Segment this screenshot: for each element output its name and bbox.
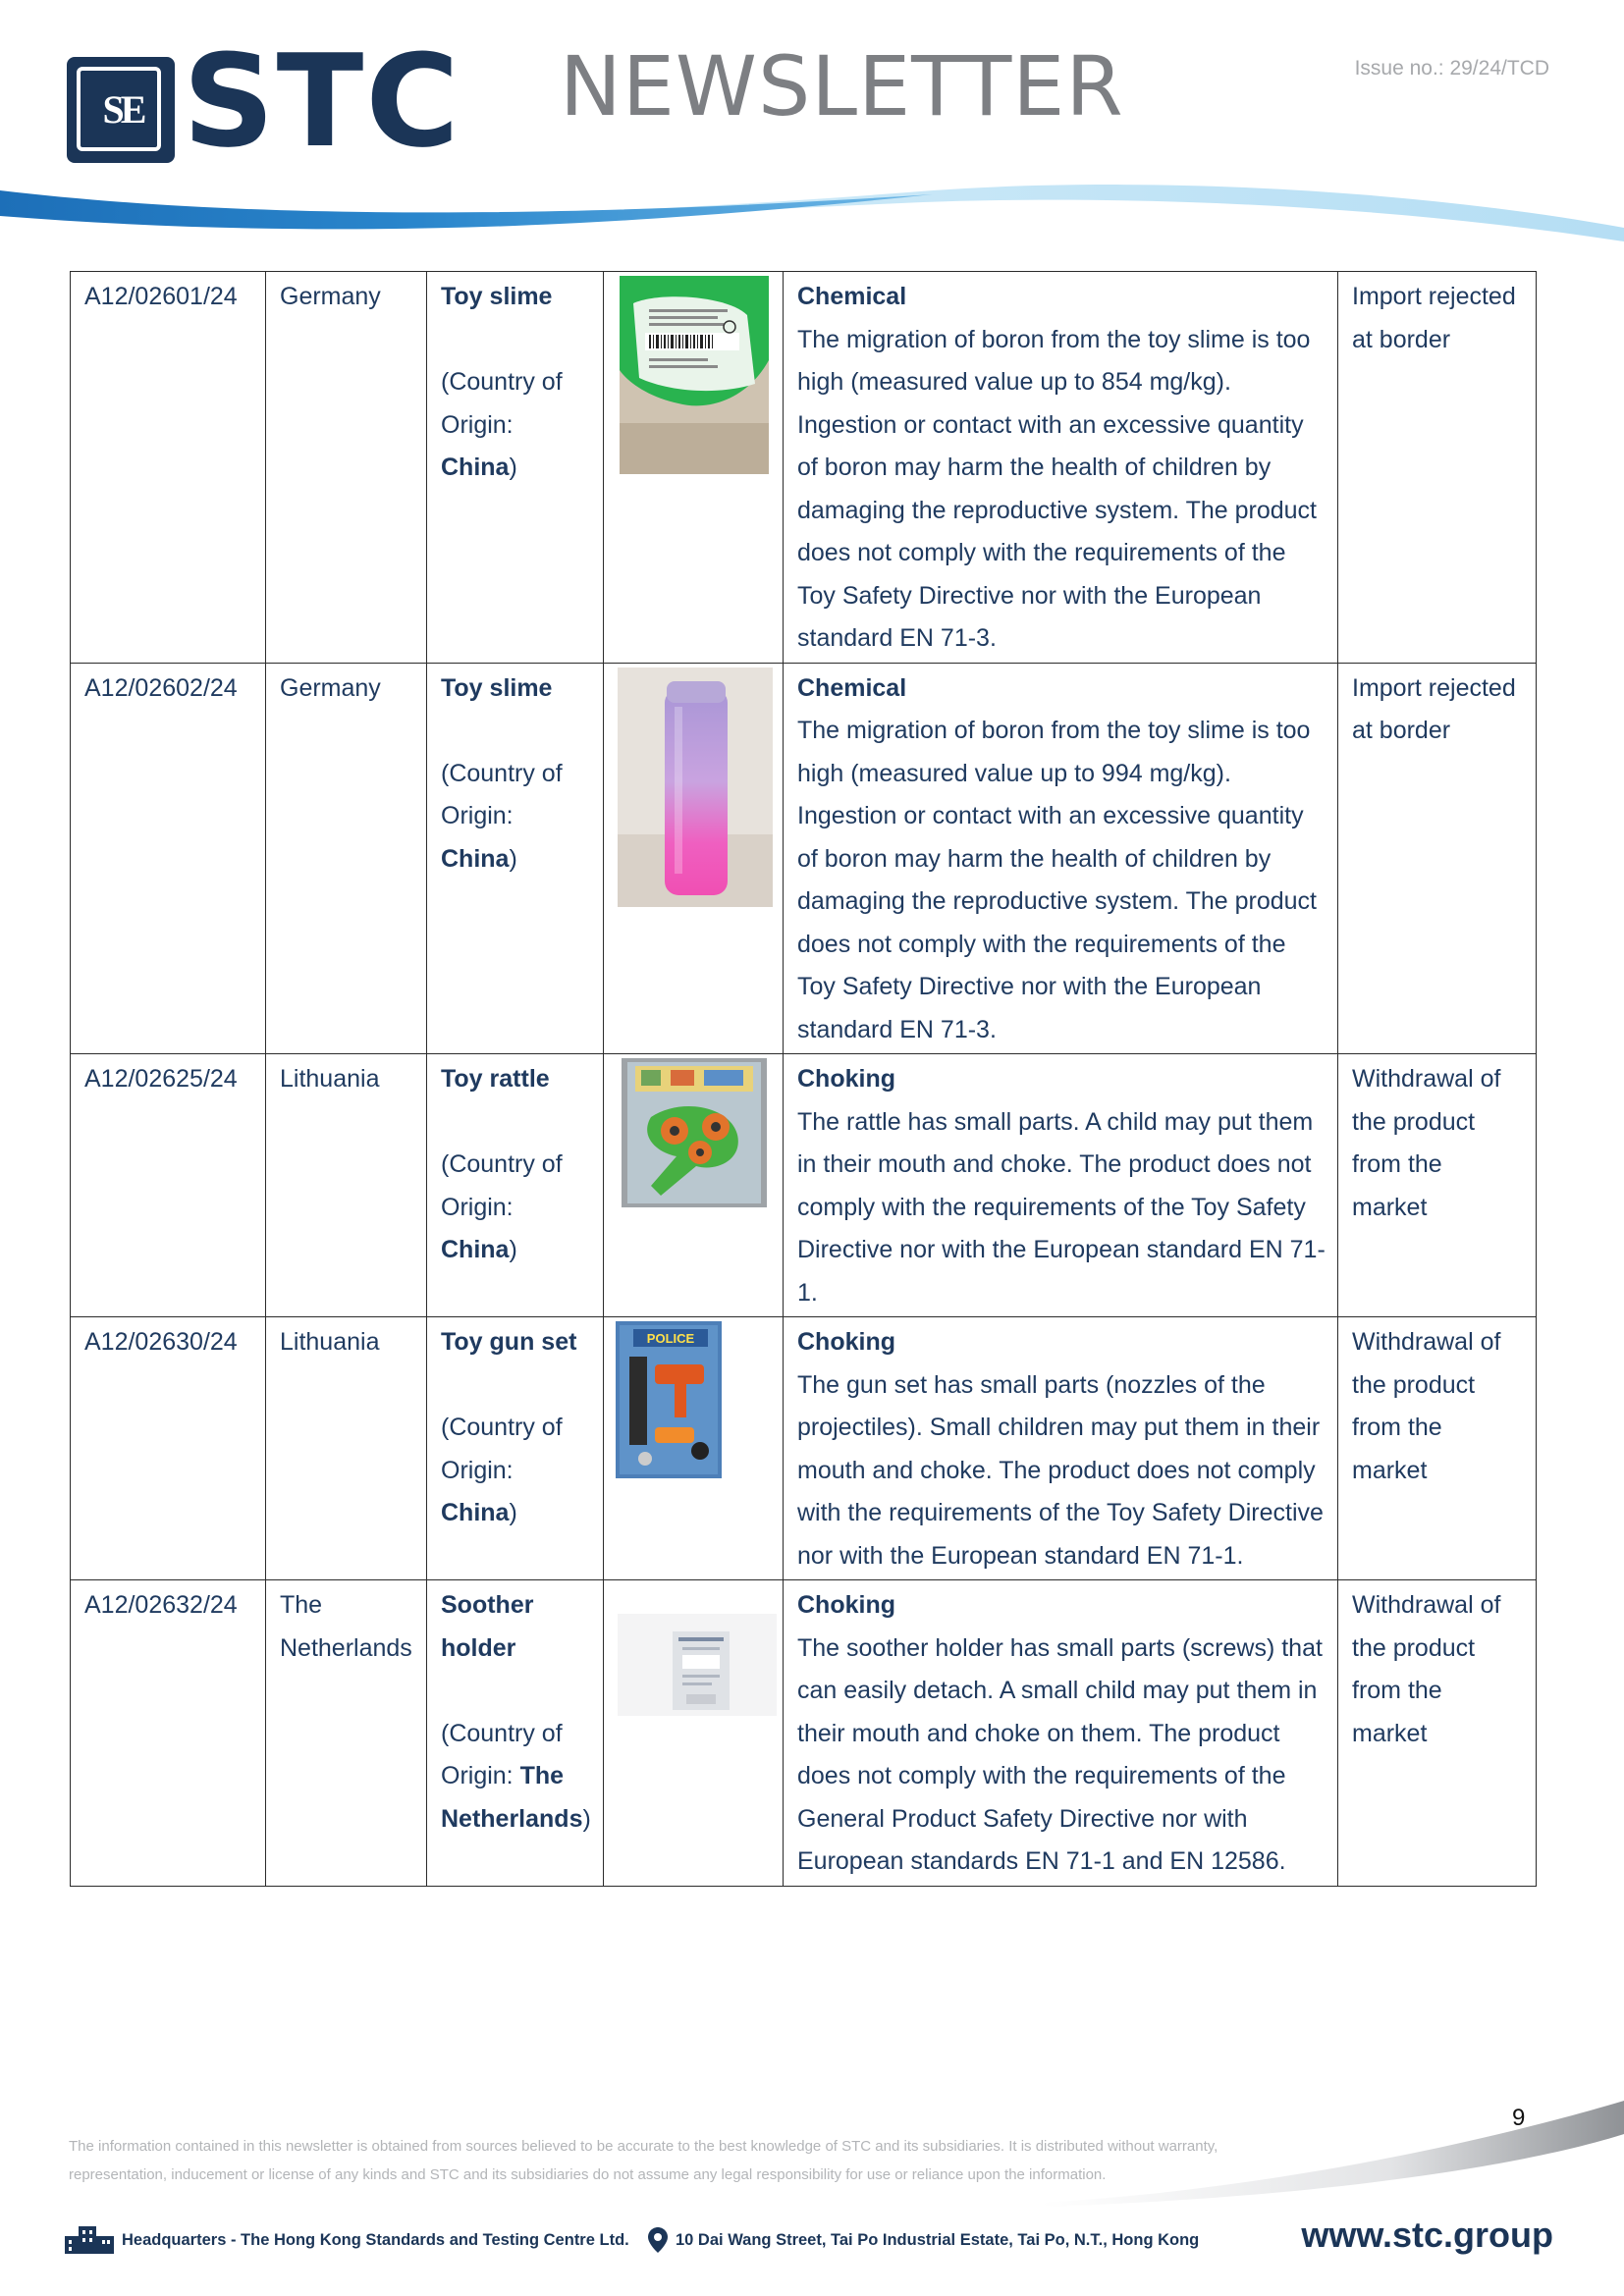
product-image-cell <box>604 1054 784 1317</box>
product-name: Soother holder <box>441 1591 534 1662</box>
notifying-country-cell: Lithuania <box>266 1054 427 1317</box>
issue-number: Issue no.: 29/24/TCD <box>1354 57 1549 80</box>
headquarters-text: Headquarters - The Hong Kong Standards and Testing Centre Ltd. <box>122 2230 629 2249</box>
product-name: Toy gun set <box>441 1328 577 1356</box>
disclaimer-text: The information contained in this newsletter is obtained from sources believed to be accurate to the best knowledge of STC and its subsidiaries. It is distributed without warranty, representation, inducement or license of any kinds and STC and its subsidiaries do not assume any legal responsibility for use or reliance upon the information. <box>69 2138 1218 2183</box>
reference-cell: A12/02602/24 <box>71 663 266 1054</box>
origin-suffix: ) <box>509 844 517 873</box>
risk-type: Chemical <box>797 673 907 702</box>
risk-type: Choking <box>797 1328 895 1356</box>
reference-cell: A12/02630/24 <box>71 1317 266 1580</box>
origin-country: The Netherlands <box>441 1762 583 1833</box>
recall-table <box>70 271 1537 1887</box>
product-cell <box>427 1580 604 1887</box>
origin-suffix: ) <box>509 454 517 481</box>
notifying-country-cell: Germany <box>266 663 427 1054</box>
product-name: Toy slime <box>441 283 553 310</box>
product-cell <box>427 663 604 1054</box>
table-row <box>71 1317 1537 1580</box>
measure-cell: Withdrawal of the product from the market <box>1338 1317 1537 1580</box>
package-label: POLICE <box>646 1331 695 1346</box>
reference-cell: A12/02632/24 <box>71 1580 266 1887</box>
headquarters-line <box>65 2220 629 2260</box>
reference-cell: A12/02625/24 <box>71 1054 266 1317</box>
measure-cell: Import rejected at border <box>1338 272 1537 664</box>
logo-mark-text: SE <box>102 87 143 132</box>
origin-suffix: ) <box>509 1499 517 1526</box>
location-pin-icon <box>648 2227 668 2253</box>
address-line <box>648 2220 1199 2260</box>
product-name: Toy slime <box>441 673 553 702</box>
product-cell <box>427 1317 604 1580</box>
origin-suffix: ) <box>582 1804 591 1833</box>
product-image-cell <box>604 663 784 1054</box>
origin-label: Origin: <box>441 1456 514 1484</box>
origin-prefix: (Country of <box>441 1719 563 1747</box>
stc-logo-text: STC <box>183 27 461 176</box>
risk-type: Choking <box>797 1591 895 1619</box>
newsletter-title: NEWSLETTER <box>560 38 1124 134</box>
origin-country: China <box>441 1236 510 1263</box>
risk-description: The gun set has small parts (nozzles of the projectiles). Small children may put them in their mouth and choke. The product does not comply with the requirements of the Toy Safety Directive nor with the European standard EN 71-1. <box>797 1370 1324 1570</box>
logo-frame <box>77 67 161 151</box>
product-photo <box>622 1058 767 1207</box>
product-photo <box>618 667 773 907</box>
product-image-cell <box>604 1580 784 1887</box>
table-row <box>71 1580 1537 1887</box>
website-link[interactable]: www.stc.group <box>1301 2215 1553 2255</box>
risk-description: The migration of boron from the toy slime is too high (measured value up to 994 mg/kg). Ingestion or contact with an excessive quantity of boron may harm the health of children by damaging the reproductive system. The product does not comply with the requirements of the Toy Safety Directive nor with the European standard EN 71-3. <box>797 717 1317 1043</box>
table-row <box>71 663 1537 1054</box>
origin-label: Origin: <box>441 410 514 439</box>
origin-prefix: (Country of <box>441 368 563 396</box>
header-swoosh <box>0 177 1624 255</box>
risk-cell <box>784 1317 1338 1580</box>
notifying-country-cell: Lithuania <box>266 1317 427 1580</box>
origin-country: China <box>441 1499 510 1526</box>
product-cell <box>427 272 604 664</box>
risk-type: Chemical <box>797 283 907 310</box>
address-text: 10 Dai Wang Street, Tai Po Industrial Estate, Tai Po, N.T., Hong Kong <box>676 2230 1200 2249</box>
risk-description: The migration of boron from the toy slime is too high (measured value up to 854 mg/kg). Ingestion or contact with an excessive quantity of boron may harm the health of children by damaging the reproductive system. The product does not comply with the requirements of the Toy Safety Directive nor with the European standard EN 71-3. <box>797 325 1317 652</box>
origin-label: Origin: <box>441 1193 514 1221</box>
notifying-country-cell: Germany <box>266 272 427 664</box>
product-cell <box>427 1054 604 1317</box>
risk-cell <box>784 663 1338 1054</box>
building-icon <box>65 2226 114 2254</box>
product-photo <box>618 1614 777 1716</box>
origin-country: China <box>441 454 510 481</box>
risk-cell <box>784 1054 1338 1317</box>
risk-description: The soother holder has small parts (screws) that can easily detach. A small child may put them in their mouth and choke on them. The product does not comply with the requirements of the General Product Safety Directive nor with European standards EN 71-1 and EN 12586. <box>797 1633 1323 1875</box>
notifying-country-cell: The Netherlands <box>266 1580 427 1887</box>
origin-country: China <box>441 844 510 873</box>
product-name: Toy rattle <box>441 1065 550 1093</box>
measure-cell: Withdrawal of the product from the market <box>1338 1580 1537 1887</box>
risk-cell <box>784 272 1338 664</box>
origin-prefix: (Country of <box>441 1414 563 1441</box>
risk-type: Choking <box>797 1065 895 1093</box>
risk-cell <box>784 1580 1338 1887</box>
product-image-cell <box>604 272 784 664</box>
table-row <box>71 1054 1537 1317</box>
stc-logo-mark <box>67 57 175 163</box>
page-number: 9 <box>1512 2105 1526 2131</box>
origin-suffix: ) <box>509 1236 517 1263</box>
product-photo <box>620 276 769 474</box>
reference-cell: A12/02601/24 <box>71 272 266 664</box>
origin-prefix: (Country of <box>441 759 563 787</box>
table-row <box>71 272 1537 664</box>
product-photo <box>616 1321 722 1478</box>
product-image-cell <box>604 1317 784 1580</box>
measure-cell: Import rejected at border <box>1338 663 1537 1054</box>
measure-cell: Withdrawal of the product from the market <box>1338 1054 1537 1317</box>
origin-prefix: (Country of <box>441 1150 563 1178</box>
origin-label: Origin: <box>441 802 514 829</box>
risk-description: The rattle has small parts. A child may put them in their mouth and choke. The product does not comply with the requirements of the Toy Safety Directive nor with the European standard EN 71-1. <box>797 1107 1326 1307</box>
origin-label: Origin: <box>441 1762 520 1789</box>
